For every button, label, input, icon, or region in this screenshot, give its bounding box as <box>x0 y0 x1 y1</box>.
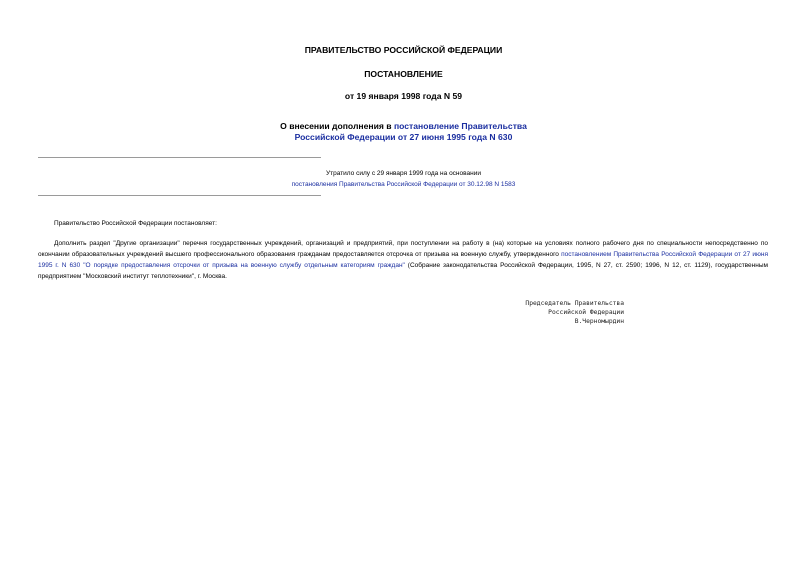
signature-position-line2: Российской Федерации <box>548 309 624 316</box>
title-link-part1[interactable]: постановление Правительства <box>393 121 527 131</box>
signature-position-line1: Председатель Правительства <box>525 300 624 307</box>
main-paragraph-text-end: (Собрание законодательства Российской Федерации, 1995, N 27, ст. 2590; 1996, N 12, ст. 1129), государственным предприятием "Московский институт теплотехники", г. Москва. <box>38 262 768 280</box>
preamble-paragraph: Правительство Российской Федерации постановляет: <box>54 220 217 227</box>
main-paragraph <box>38 238 768 282</box>
status-note-text: Утратило силу с 29 января 1999 года на основании <box>326 170 481 177</box>
title-prefix: О внесении дополнения в <box>280 121 394 131</box>
title-link-part2[interactable]: Российской Федерации от 27 июня 1995 года N 630 <box>294 132 513 142</box>
status-note-link[interactable]: постановления Правительства Российской Федерации от 30.12.98 N 1583 <box>291 181 516 188</box>
bottom-divider <box>38 195 321 196</box>
document-date-number: от 19 января 1998 года N 59 <box>344 91 463 101</box>
signature-block <box>525 299 624 326</box>
issuer-heading: ПРАВИТЕЛЬСТВО РОССИЙСКОЙ ФЕДЕРАЦИИ <box>304 45 503 55</box>
main-paragraph-text-start: Дополнить раздел "Другие организации" перечня государственных учреждений, организаций и предприятий, при поступлении на работу в (на) которые на условиях полного рабочего дня по специальности непосредственно по окончании образовательных учреждений высшего профессионального образования гражданам предоставляется отсрочка от призыва на военную службу, утвержденного <box>38 240 768 258</box>
status-note <box>230 168 577 190</box>
signature-name: В.Черномырдин <box>574 318 624 325</box>
document-type-heading: ПОСТАНОВЛЕНИЕ <box>364 69 443 79</box>
document-title <box>240 121 567 143</box>
top-divider <box>38 157 321 158</box>
main-paragraph-link[interactable]: постановлением Правительства Российской Федерации от 27 июня 1995 г. N 630 "О порядке предоставления отсрочки от призыва на военную службу отдельным категориям граждан" <box>38 251 768 269</box>
